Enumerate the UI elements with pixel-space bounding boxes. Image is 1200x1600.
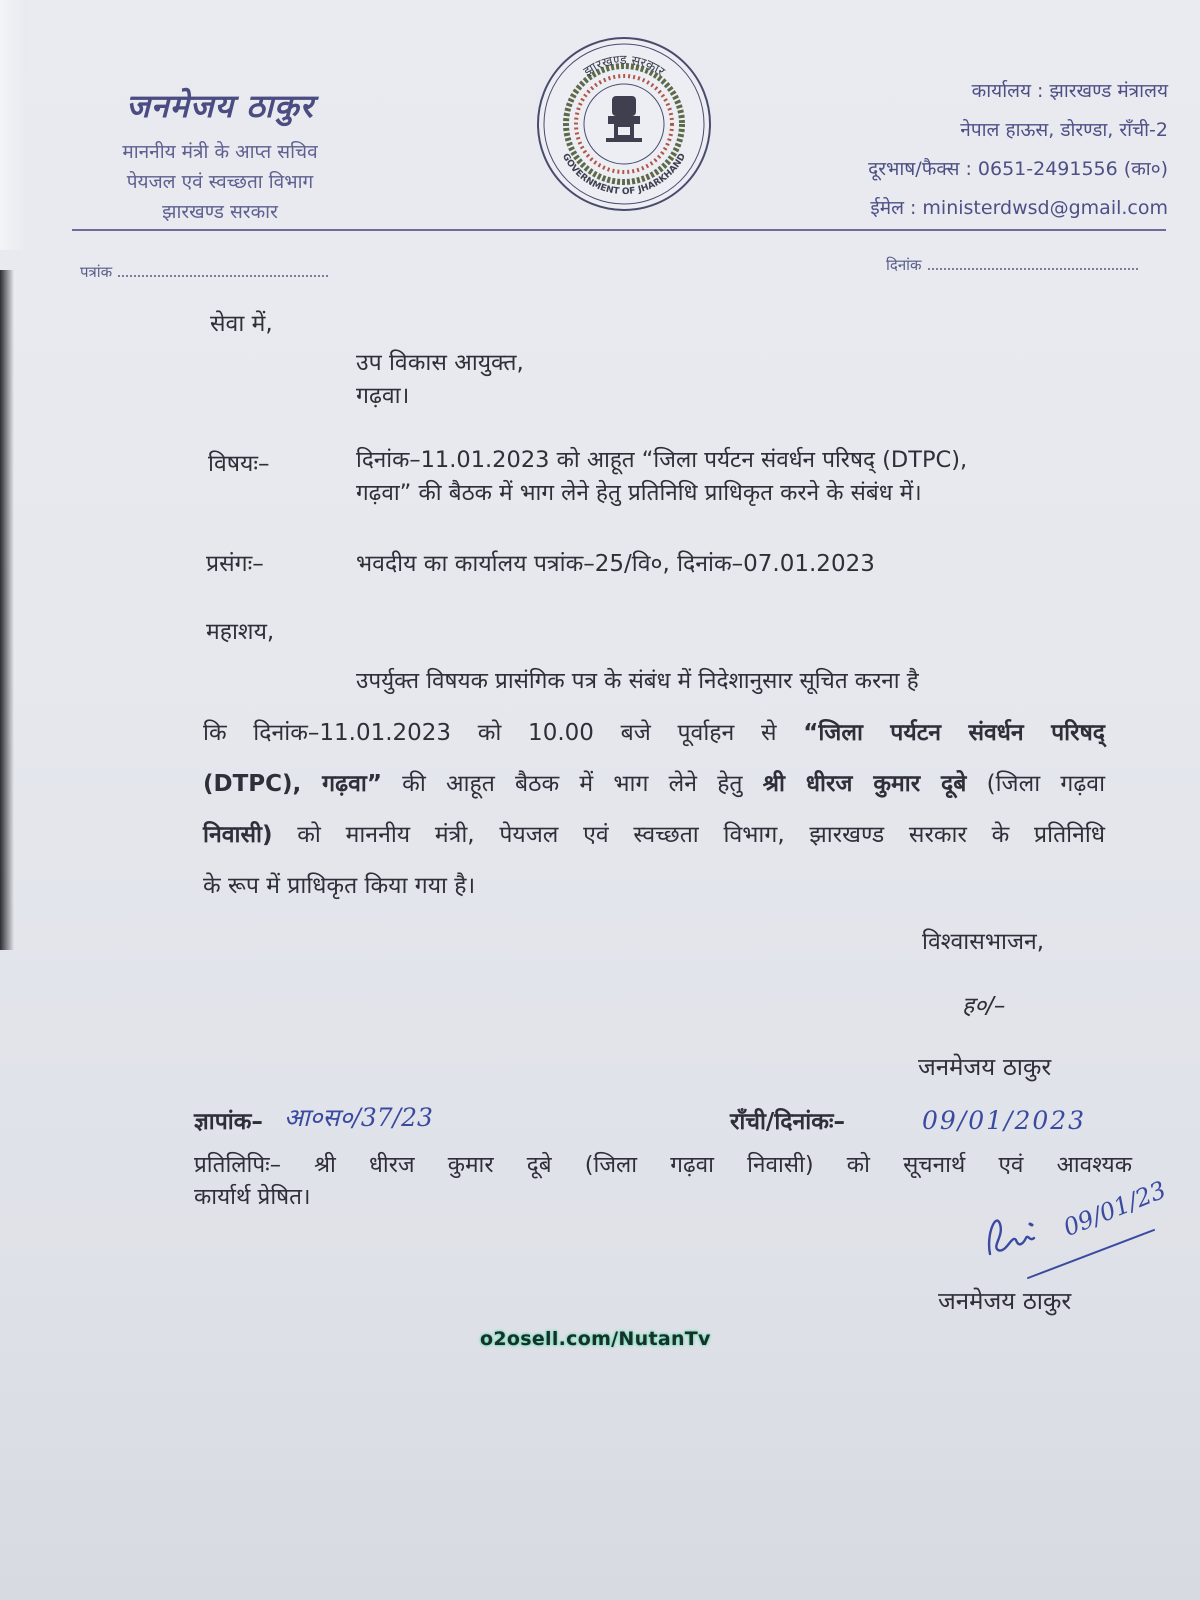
- reference-text: भवदीय का कार्यालय पत्रांक–25/वि०, दिनांक–07.01.2023: [356, 551, 875, 577]
- office-line: कार्यालय : झारखण्ड मंत्रालय: [971, 80, 1168, 102]
- recipient-title: उप विकास आयुक्त,: [356, 350, 524, 376]
- emblem-text-bottom: GOVERNMENT OF JHARKHAND: [559, 152, 689, 198]
- sender-designation: माननीय मंत्री के आप्त सचिव: [122, 141, 318, 163]
- greeting: महाशय,: [206, 619, 275, 645]
- body-line-5: के रूप में प्राधिकृत किया गया है।: [203, 873, 476, 899]
- memo-date-handwritten: 09/01/2023: [922, 1106, 1087, 1135]
- ref-date-blank: [928, 258, 1138, 270]
- initials-date-handwritten: 09/01/23: [1059, 1175, 1170, 1242]
- body-line-2-a: कि दिनांक–11.01.2023 को 10.00 बजे पूर्वाहन से: [203, 720, 777, 746]
- body-line-1: उपर्युक्त विषयक प्रासंगिक पत्र के संबंध में निदेशानुसार सूचित करना है: [356, 668, 919, 694]
- body-line-4-a: निवासी): [203, 822, 273, 848]
- body-line-3-c: श्री धीरज कुमार दूबे: [762, 771, 967, 797]
- body-line-3: [203, 766, 1105, 798]
- reference-label: प्रसंगः–: [206, 551, 264, 577]
- body-line-2-b: “जिला पर्यटन संवर्धन परिषद्: [803, 720, 1106, 746]
- place-date-label: राँची/दिनांकः–: [730, 1109, 846, 1135]
- subject-line-2: गढ़वा” की बैठक में भाग लेने हेतु प्रतिनिधि प्राधिकृत करने के संबंध में।: [356, 480, 922, 506]
- ref-date-field: [886, 255, 1138, 275]
- closing: विश्वासभाजन,: [922, 929, 1045, 955]
- ref-number-blank: [118, 265, 328, 277]
- salutation-to: सेवा में,: [210, 311, 273, 337]
- body-line-2: [203, 715, 1105, 747]
- recipient-place: गढ़वा।: [356, 383, 410, 409]
- letterhead-sender: [70, 84, 370, 227]
- signed-mark: ह०/–: [962, 993, 1006, 1019]
- emblem-text-top: झारखण्ड सरकार: [581, 52, 668, 80]
- ref-date-label: दिनांक: [886, 256, 922, 274]
- memo-label: ज्ञापांक–: [194, 1109, 263, 1135]
- email-line: ईमेल : ministerdwsd@gmail.com: [870, 197, 1168, 219]
- sender-government: झारखण्ड सरकार: [162, 201, 278, 223]
- memo-signatory-name: जनमेजय ठाकुर: [938, 1287, 1072, 1315]
- body-line-3-d: (जिला गढ़वा: [986, 771, 1106, 797]
- sender-name: जनमेजय ठाकुर: [126, 87, 314, 125]
- watermark-text: o2osell.com/NutanTv: [480, 1328, 711, 1350]
- body-line-3-a: (DTPC), गढ़वा”: [203, 771, 382, 797]
- letterhead-rule: [72, 229, 1166, 231]
- memo-number-handwritten: आ०स०/37/23: [284, 1103, 433, 1132]
- ref-number-label: पत्रांक: [80, 263, 113, 281]
- copy-line-1: प्रतिलिपिः– श्री धीरज कुमार दूबे (जिला गढ़वा निवासी) को सूचनार्थ एवं आवश्यक: [194, 1152, 1132, 1178]
- jharkhand-emblem-icon: [534, 34, 714, 214]
- letterhead-contact: [748, 72, 1168, 228]
- ref-number-field: [80, 262, 328, 282]
- signatory-name: जनमेजय ठाकुर: [918, 1053, 1052, 1081]
- copy-line-2: कार्यार्थ प्रेषित।: [194, 1184, 311, 1210]
- body-line-4: [203, 817, 1105, 849]
- sender-department: पेयजल एवं स्वच्छता विभाग: [126, 171, 314, 193]
- body-line-4-b: को माननीय मंत्री, पेयजल एवं स्वच्छता विभाग, झारखण्ड सरकार के प्रतिनिधि: [297, 822, 1106, 848]
- subject-line-1: दिनांक–11.01.2023 को आहूत “जिला पर्यटन संवर्धन परिषद् (DTPC),: [356, 447, 968, 473]
- subject-label: विषयः–: [208, 451, 270, 477]
- phone-line: दूरभाष/फैक्स : 0651-2491556 (का०): [868, 158, 1168, 180]
- paper-edge: [0, 0, 26, 250]
- address-line: नेपाल हाऊस, डोरण्डा, राँची-2: [960, 119, 1168, 141]
- paper-shadow: [0, 270, 14, 950]
- body-line-3-b: की आहूत बैठक में भाग लेने हेतु: [402, 771, 743, 797]
